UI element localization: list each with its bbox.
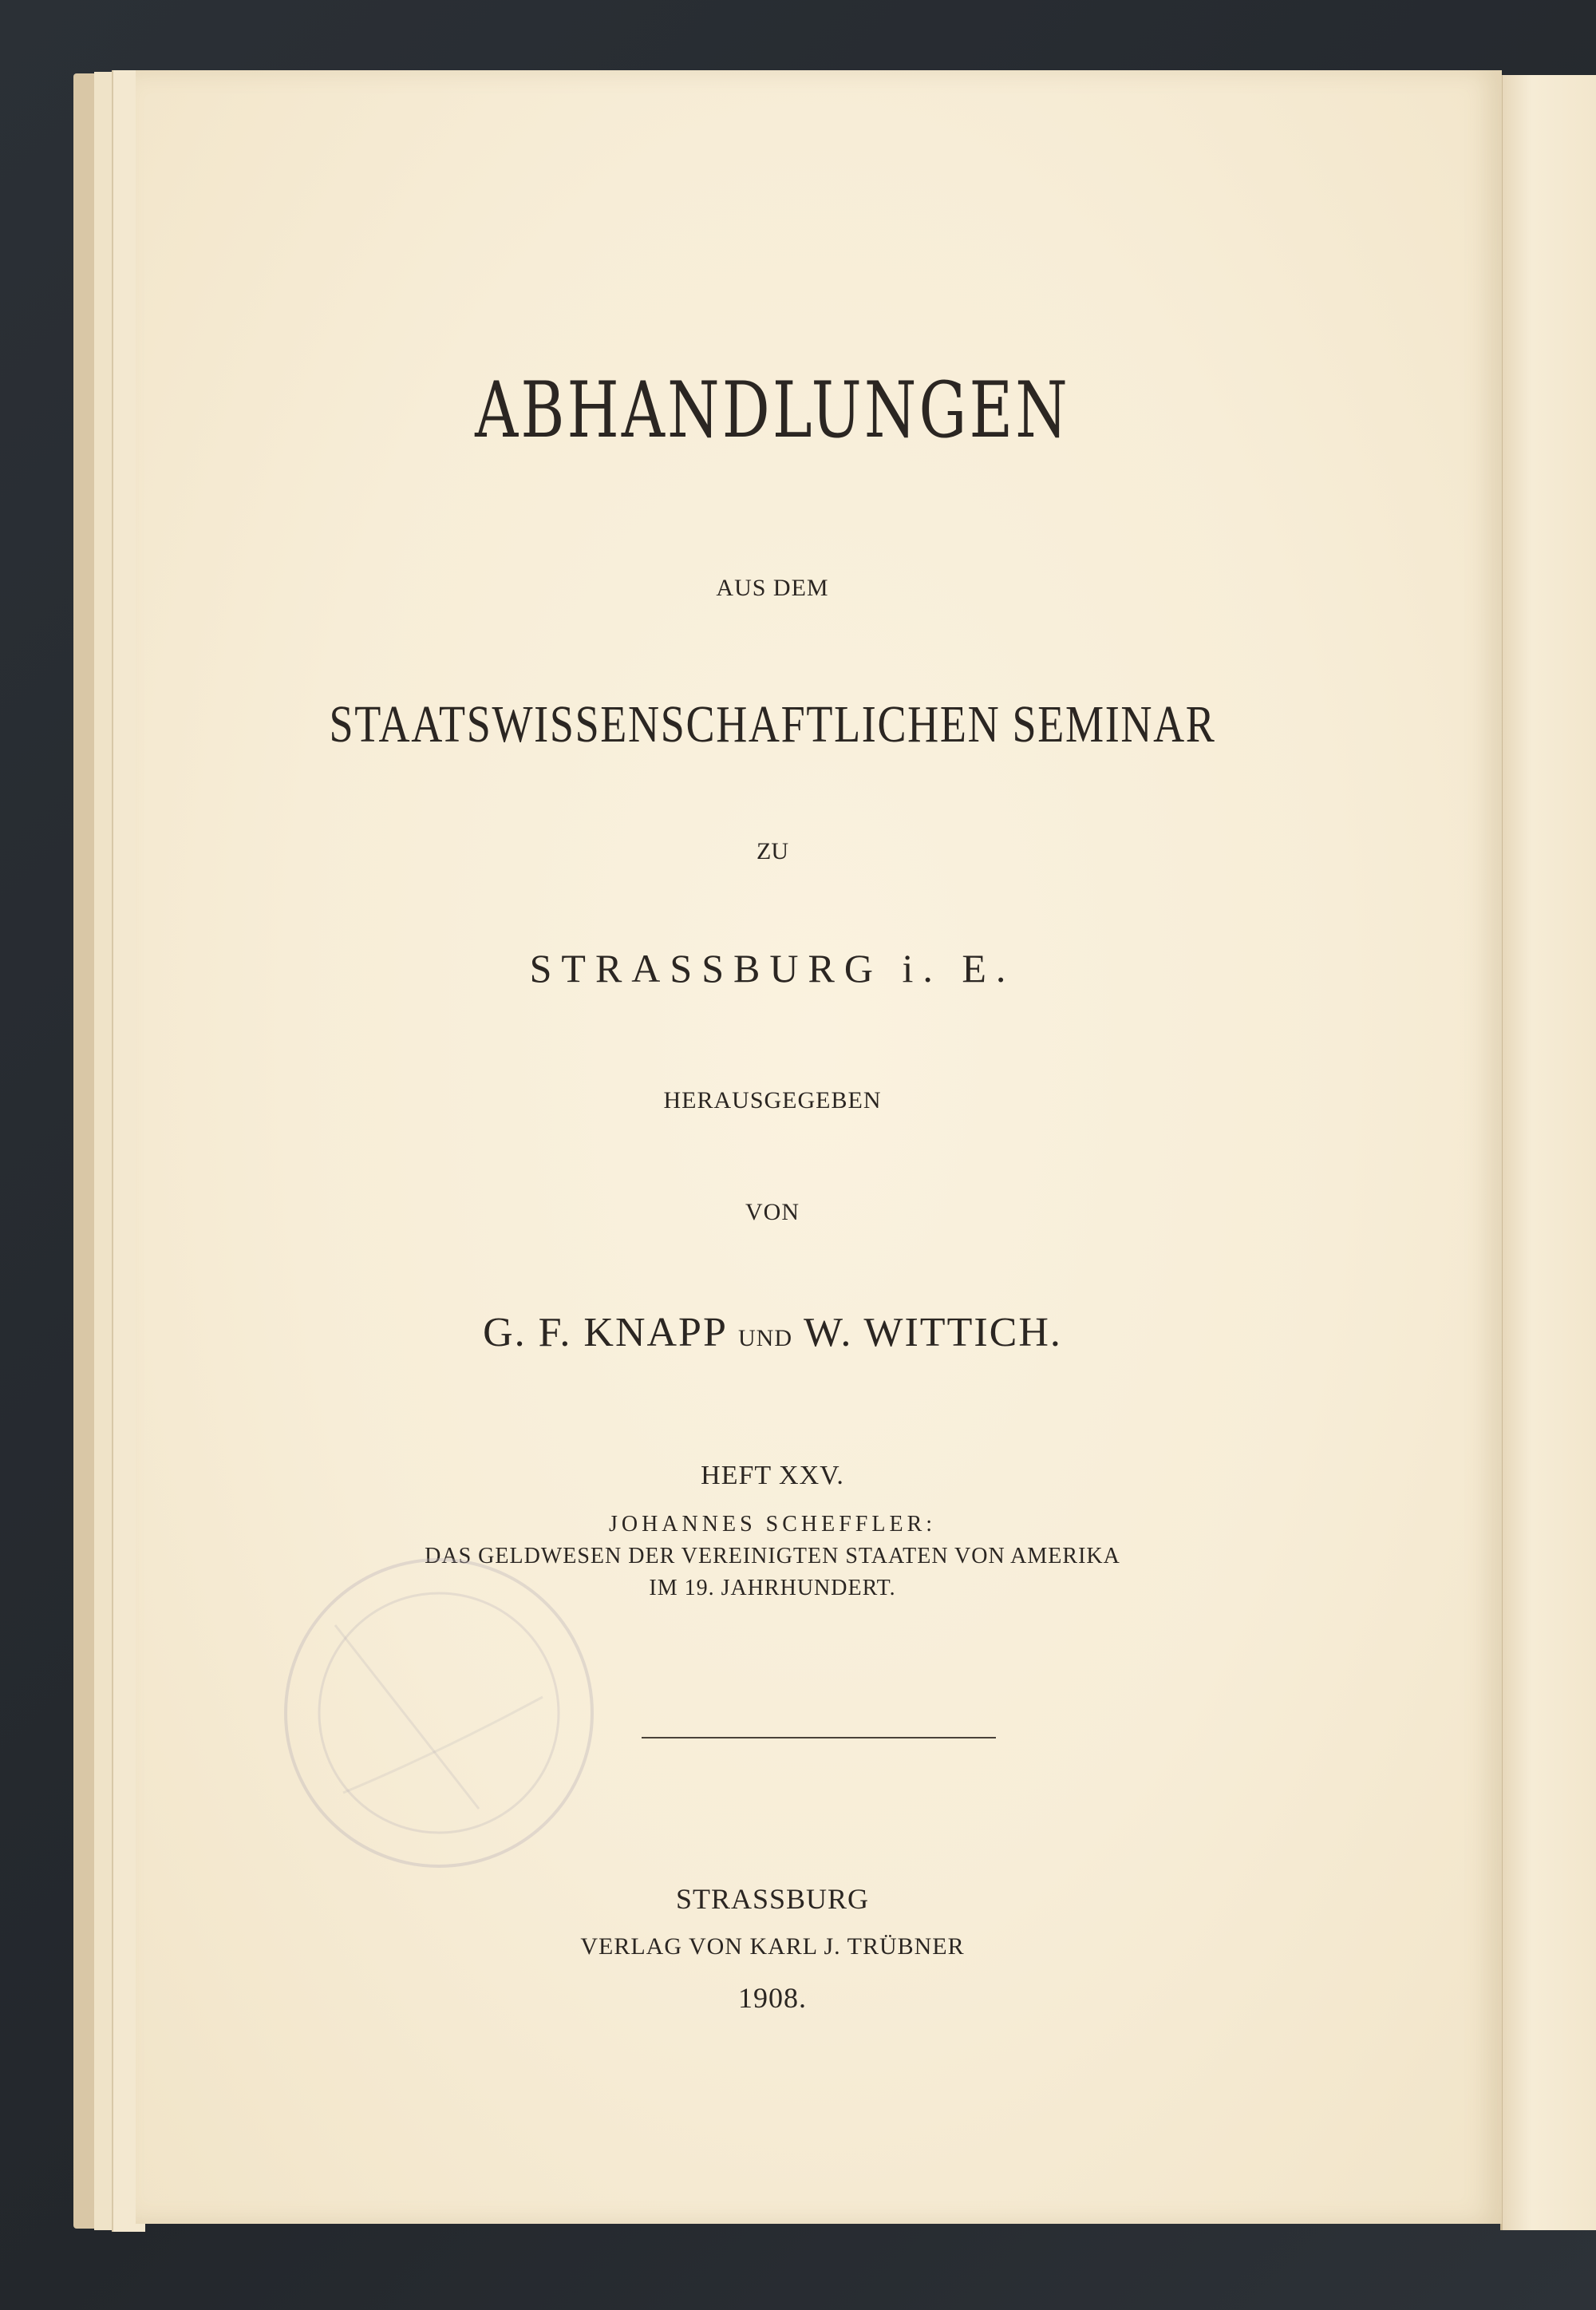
facing-page-edge [1500, 75, 1596, 2230]
imprint-city: STRASSBURG [675, 1883, 870, 1915]
faded-library-stamp-icon [279, 1553, 598, 1873]
seminar-place: STRASSBURG i. E. [529, 946, 1016, 991]
aus-dem-text: AUS DEM [716, 575, 829, 601]
series-title: ABHANDLUNGEN [475, 366, 1070, 455]
divider-rule [642, 1737, 996, 1738]
imprint-publisher: VERLAG VON KARL J. TRÜBNER [580, 1933, 965, 1960]
volume-title-line-1: DAS GELDWESEN DER VEREINIGTEN STAATEN VON AMERIKA [425, 1544, 1120, 1568]
title-page [136, 70, 1502, 2224]
editor-wittich: W. WITTICH. [804, 1310, 1062, 1355]
volume-title-line-2: IM 19. JAHRHUNDERT. [649, 1576, 896, 1600]
editor-knapp: G. F. KNAPP [483, 1310, 726, 1355]
editors-line [89, 1309, 1456, 1356]
herausgegeben-text: HERAUSGEGEBEN [663, 1087, 882, 1113]
zu-text: ZU [757, 838, 788, 864]
volume-author: JOHANNES SCHEFFLER: [608, 1512, 937, 1537]
imprint-year: 1908. [738, 1982, 807, 2014]
editor-und: UND [737, 1325, 792, 1351]
von-text: VON [745, 1199, 800, 1225]
heft-number: HEFT XXV. [701, 1461, 844, 1490]
seminar-name: STAATSWISSENSCHAFTLICHEN SEMINAR [329, 695, 1216, 754]
